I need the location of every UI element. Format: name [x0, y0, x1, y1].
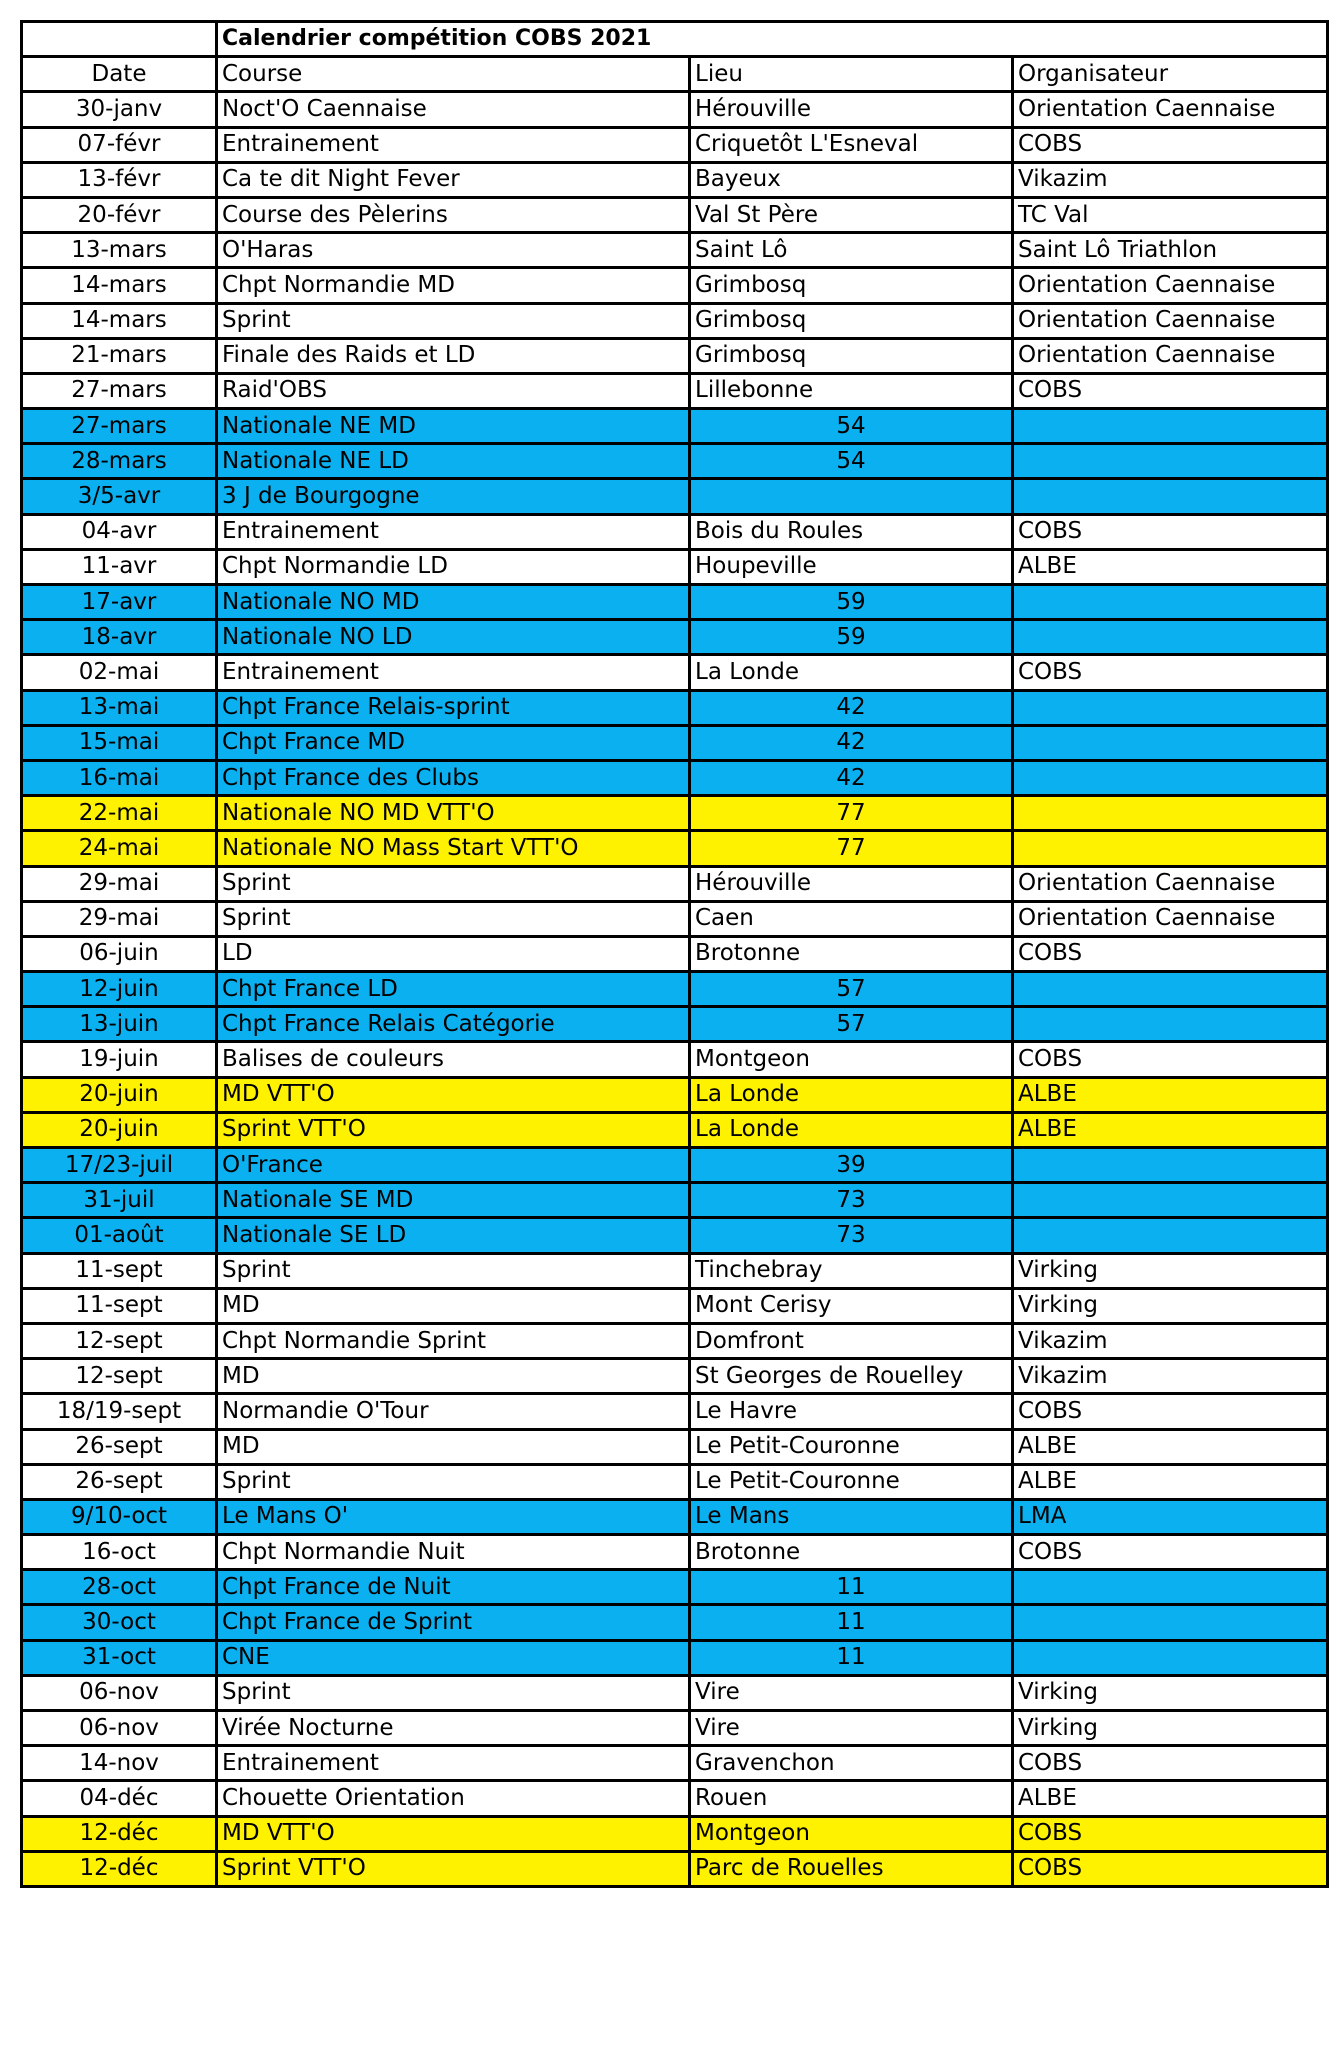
cell-lieu: 59 [690, 585, 1013, 620]
cell-course: Finale des Raids et LD [217, 338, 690, 373]
cell-organisateur: COBS [1013, 936, 1328, 971]
cell-lieu: 42 [690, 760, 1013, 795]
cell-date: 12-sept [22, 1323, 217, 1358]
cell-date: 02-mai [22, 655, 217, 690]
cell-course: MD VTT'O [217, 1816, 690, 1851]
cell-lieu: Criquetôt L'Esneval [690, 127, 1013, 162]
cell-organisateur: TC Val [1013, 197, 1328, 232]
cell-date: 12-juin [22, 972, 217, 1007]
cell-organisateur [1013, 725, 1328, 760]
table-row [22, 1323, 1328, 1358]
cell-lieu: Gravenchon [690, 1746, 1013, 1781]
cell-lieu: 11 [690, 1640, 1013, 1675]
cell-lieu: Montgeon [690, 1042, 1013, 1077]
cell-organisateur: Saint Lô Triathlon [1013, 233, 1328, 268]
table-row [22, 1288, 1328, 1323]
table-row [22, 866, 1328, 901]
cell-course: Sprint [217, 303, 690, 338]
table-row [22, 1429, 1328, 1464]
table-row [22, 409, 1328, 444]
table-row [22, 162, 1328, 197]
cell-course: LD [217, 936, 690, 971]
cell-lieu: La Londe [690, 1077, 1013, 1112]
cell-date: 28-oct [22, 1570, 217, 1605]
table-row [22, 479, 1328, 514]
cell-organisateur [1013, 585, 1328, 620]
cell-course: Virée Nocturne [217, 1711, 690, 1746]
cell-organisateur [1013, 1570, 1328, 1605]
cell-lieu: 73 [690, 1218, 1013, 1253]
cell-lieu: Le Petit-Couronne [690, 1429, 1013, 1464]
cell-organisateur: Orientation Caennaise [1013, 866, 1328, 901]
table-row [22, 1007, 1328, 1042]
cell-organisateur [1013, 972, 1328, 1007]
cell-course: Sprint [217, 901, 690, 936]
cell-lieu: Hérouville [690, 92, 1013, 127]
cell-organisateur: COBS [1013, 655, 1328, 690]
cell-organisateur [1013, 409, 1328, 444]
cell-lieu: Le Mans [690, 1499, 1013, 1534]
table-row [22, 1394, 1328, 1429]
cell-date: 18/19-sept [22, 1394, 217, 1429]
cell-course: Nationale NO LD [217, 620, 690, 655]
cell-date: 3/5-avr [22, 479, 217, 514]
cell-course: Chpt Normandie Sprint [217, 1323, 690, 1358]
cell-date: 22-mai [22, 796, 217, 831]
table-row [22, 585, 1328, 620]
cell-date: 30-oct [22, 1605, 217, 1640]
cell-course: Nationale NO MD VTT'O [217, 796, 690, 831]
table-row [22, 655, 1328, 690]
table-row [22, 1112, 1328, 1147]
cell-lieu: Brotonne [690, 936, 1013, 971]
table-row [22, 1253, 1328, 1288]
cell-lieu: Vire [690, 1675, 1013, 1710]
cell-lieu: 54 [690, 444, 1013, 479]
cell-course: Nationale NO MD [217, 585, 690, 620]
cell-course: Normandie O'Tour [217, 1394, 690, 1429]
cell-organisateur [1013, 620, 1328, 655]
cell-date: 04-avr [22, 514, 217, 549]
cell-course: Sprint [217, 866, 690, 901]
cell-date: 13-juin [22, 1007, 217, 1042]
cell-lieu: 54 [690, 409, 1013, 444]
table-row [22, 1605, 1328, 1640]
cell-lieu: 57 [690, 972, 1013, 1007]
header-lieu: Lieu [690, 57, 1013, 92]
cell-date: 13-mai [22, 690, 217, 725]
cell-date: 04-déc [22, 1781, 217, 1816]
cell-lieu: Houpeville [690, 549, 1013, 584]
cell-lieu: 77 [690, 831, 1013, 866]
cell-organisateur [1013, 831, 1328, 866]
cell-organisateur [1013, 1640, 1328, 1675]
cell-organisateur: Orientation Caennaise [1013, 901, 1328, 936]
header-date: Date [22, 57, 217, 92]
cell-lieu: 57 [690, 1007, 1013, 1042]
cell-organisateur [1013, 1183, 1328, 1218]
cell-organisateur: Orientation Caennaise [1013, 338, 1328, 373]
cell-course: Chpt France LD [217, 972, 690, 1007]
cell-lieu: La Londe [690, 1112, 1013, 1147]
cell-lieu: 11 [690, 1570, 1013, 1605]
cell-organisateur: COBS [1013, 1535, 1328, 1570]
cell-lieu: Parc de Rouelles [690, 1851, 1013, 1886]
cell-date: 13-mars [22, 233, 217, 268]
cell-lieu: Bayeux [690, 162, 1013, 197]
table-row [22, 1148, 1328, 1183]
table-row [22, 796, 1328, 831]
cell-lieu: Brotonne [690, 1535, 1013, 1570]
cell-course: Sprint [217, 1675, 690, 1710]
cell-lieu: Hérouville [690, 866, 1013, 901]
cell-course: Chpt France des Clubs [217, 760, 690, 795]
cell-course: Sprint [217, 1253, 690, 1288]
cell-date: 20-févr [22, 197, 217, 232]
cell-organisateur: Virking [1013, 1288, 1328, 1323]
table-row [22, 901, 1328, 936]
cell-course: Chpt France de Sprint [217, 1605, 690, 1640]
cell-lieu: 59 [690, 620, 1013, 655]
cell-course: Nationale SE LD [217, 1218, 690, 1253]
cell-date: 29-mai [22, 866, 217, 901]
cell-organisateur: Virking [1013, 1675, 1328, 1710]
cell-date: 9/10-oct [22, 1499, 217, 1534]
cell-date: 06-juin [22, 936, 217, 971]
cell-date: 26-sept [22, 1464, 217, 1499]
cell-course: Entrainement [217, 1746, 690, 1781]
cell-date: 12-déc [22, 1816, 217, 1851]
table-row [22, 620, 1328, 655]
table-row [22, 268, 1328, 303]
table-row [22, 233, 1328, 268]
table-row [22, 760, 1328, 795]
table-row [22, 1640, 1328, 1675]
table-row [22, 936, 1328, 971]
cell-lieu: 77 [690, 796, 1013, 831]
cell-date: 18-avr [22, 620, 217, 655]
cell-lieu: 11 [690, 1605, 1013, 1640]
sheet-title: Calendrier compétition COBS 2021 [217, 22, 1328, 57]
cell-course: Entrainement [217, 127, 690, 162]
cell-course: Chouette Orientation [217, 1781, 690, 1816]
cell-course: MD [217, 1288, 690, 1323]
cell-organisateur: COBS [1013, 1394, 1328, 1429]
cell-course: Le Mans O' [217, 1499, 690, 1534]
cell-course: CNE [217, 1640, 690, 1675]
cell-lieu: Val St Père [690, 197, 1013, 232]
cell-date: 11-sept [22, 1253, 217, 1288]
cell-date: 14-mars [22, 268, 217, 303]
cell-organisateur [1013, 760, 1328, 795]
cell-lieu: Le Havre [690, 1394, 1013, 1429]
cell-lieu: Grimbosq [690, 268, 1013, 303]
cell-date: 28-mars [22, 444, 217, 479]
cell-date: 16-oct [22, 1535, 217, 1570]
cell-organisateur: Orientation Caennaise [1013, 268, 1328, 303]
table-row [22, 1570, 1328, 1605]
table-row [22, 1359, 1328, 1394]
cell-lieu: 39 [690, 1148, 1013, 1183]
cell-organisateur [1013, 1007, 1328, 1042]
table-row [22, 690, 1328, 725]
table-row [22, 1535, 1328, 1570]
table-row [22, 373, 1328, 408]
cell-date: 14-mars [22, 303, 217, 338]
cell-date: 26-sept [22, 1429, 217, 1464]
cell-organisateur: COBS [1013, 127, 1328, 162]
cell-lieu [690, 479, 1013, 514]
cell-course: Balises de couleurs [217, 1042, 690, 1077]
cell-date: 16-mai [22, 760, 217, 795]
cell-course: Chpt France MD [217, 725, 690, 760]
header-course: Course [217, 57, 690, 92]
table-row [22, 338, 1328, 373]
cell-organisateur: ALBE [1013, 1464, 1328, 1499]
cell-lieu: Vire [690, 1711, 1013, 1746]
cell-course: Chpt Normandie Nuit [217, 1535, 690, 1570]
cell-course: Chpt Normandie MD [217, 268, 690, 303]
cell-organisateur: Vikazim [1013, 162, 1328, 197]
cell-lieu: Rouen [690, 1781, 1013, 1816]
cell-date: 31-oct [22, 1640, 217, 1675]
cell-lieu: Montgeon [690, 1816, 1013, 1851]
cell-date: 30-janv [22, 92, 217, 127]
cell-organisateur: COBS [1013, 373, 1328, 408]
cell-lieu: 42 [690, 725, 1013, 760]
cell-date: 27-mars [22, 409, 217, 444]
cell-lieu: La Londe [690, 655, 1013, 690]
table-row [22, 444, 1328, 479]
table-row [22, 197, 1328, 232]
cell-date: 14-nov [22, 1746, 217, 1781]
cell-organisateur: ALBE [1013, 1429, 1328, 1464]
cell-date: 15-mai [22, 725, 217, 760]
title-spacer-cell [22, 22, 217, 57]
cell-organisateur: COBS [1013, 1816, 1328, 1851]
cell-course: Nationale NE MD [217, 409, 690, 444]
table-row [22, 1183, 1328, 1218]
table-row [22, 831, 1328, 866]
table-row [22, 1816, 1328, 1851]
cell-course: Sprint [217, 1464, 690, 1499]
cell-course: Chpt France Relais Catégorie [217, 1007, 690, 1042]
table-row [22, 1675, 1328, 1710]
cell-course: Nationale NE LD [217, 444, 690, 479]
cell-course: Nationale NO Mass Start VTT'O [217, 831, 690, 866]
table-row [22, 92, 1328, 127]
table-row [22, 303, 1328, 338]
table-row [22, 1218, 1328, 1253]
cell-date: 06-nov [22, 1675, 217, 1710]
cell-date: 21-mars [22, 338, 217, 373]
cell-organisateur: COBS [1013, 1746, 1328, 1781]
cell-course: Chpt Normandie LD [217, 549, 690, 584]
cell-course: Entrainement [217, 514, 690, 549]
table-row [22, 725, 1328, 760]
cell-course: O'Haras [217, 233, 690, 268]
cell-course: Noct'O Caennaise [217, 92, 690, 127]
cell-lieu: Saint Lô [690, 233, 1013, 268]
table-row [22, 1499, 1328, 1534]
cell-lieu: Grimbosq [690, 338, 1013, 373]
cell-course: Chpt France de Nuit [217, 1570, 690, 1605]
competition-calendar-table [20, 20, 1329, 1888]
cell-date: 24-mai [22, 831, 217, 866]
table-row [22, 1711, 1328, 1746]
table-row [22, 1077, 1328, 1112]
cell-organisateur [1013, 690, 1328, 725]
cell-organisateur: COBS [1013, 1851, 1328, 1886]
cell-lieu: Caen [690, 901, 1013, 936]
cell-organisateur [1013, 479, 1328, 514]
cell-organisateur [1013, 444, 1328, 479]
header-row [22, 57, 1328, 92]
cell-course: Sprint VTT'O [217, 1851, 690, 1886]
cell-lieu: Bois du Roules [690, 514, 1013, 549]
cell-organisateur: ALBE [1013, 1112, 1328, 1147]
table-row [22, 1464, 1328, 1499]
table-row [22, 1042, 1328, 1077]
cell-date: 31-juil [22, 1183, 217, 1218]
table-row [22, 1851, 1328, 1886]
cell-organisateur: ALBE [1013, 549, 1328, 584]
table-row [22, 972, 1328, 1007]
header-organisateur: Organisateur [1013, 57, 1328, 92]
cell-lieu: 73 [690, 1183, 1013, 1218]
cell-date: 07-févr [22, 127, 217, 162]
cell-course: 3 J de Bourgogne [217, 479, 690, 514]
cell-date: 01-août [22, 1218, 217, 1253]
cell-lieu: Grimbosq [690, 303, 1013, 338]
cell-organisateur: Virking [1013, 1253, 1328, 1288]
cell-organisateur [1013, 1148, 1328, 1183]
cell-organisateur: Orientation Caennaise [1013, 303, 1328, 338]
cell-date: 20-juin [22, 1077, 217, 1112]
cell-date: 12-déc [22, 1851, 217, 1886]
cell-date: 11-sept [22, 1288, 217, 1323]
cell-date: 17-avr [22, 585, 217, 620]
table-row [22, 1746, 1328, 1781]
cell-date: 12-sept [22, 1359, 217, 1394]
cell-course: Nationale SE MD [217, 1183, 690, 1218]
cell-course: O'France [217, 1148, 690, 1183]
cell-course: MD [217, 1429, 690, 1464]
cell-organisateur [1013, 1218, 1328, 1253]
cell-course: MD [217, 1359, 690, 1394]
cell-date: 27-mars [22, 373, 217, 408]
cell-organisateur: COBS [1013, 1042, 1328, 1077]
cell-lieu: Le Petit-Couronne [690, 1464, 1013, 1499]
table-row [22, 514, 1328, 549]
cell-course: Chpt France Relais-sprint [217, 690, 690, 725]
cell-organisateur [1013, 1605, 1328, 1640]
title-row [22, 22, 1328, 57]
cell-course: Entrainement [217, 655, 690, 690]
table-row [22, 127, 1328, 162]
cell-date: 11-avr [22, 549, 217, 584]
cell-organisateur: Vikazim [1013, 1359, 1328, 1394]
cell-organisateur: COBS [1013, 514, 1328, 549]
cell-course: MD VTT'O [217, 1077, 690, 1112]
cell-lieu: Tinchebray [690, 1253, 1013, 1288]
cell-date: 17/23-juil [22, 1148, 217, 1183]
cell-date: 13-févr [22, 162, 217, 197]
table-row [22, 549, 1328, 584]
cell-course: Sprint VTT'O [217, 1112, 690, 1147]
table-row [22, 1781, 1328, 1816]
cell-organisateur: Vikazim [1013, 1323, 1328, 1358]
cell-organisateur [1013, 796, 1328, 831]
cell-organisateur: ALBE [1013, 1781, 1328, 1816]
cell-date: 29-mai [22, 901, 217, 936]
cell-lieu: Domfront [690, 1323, 1013, 1358]
cell-lieu: 42 [690, 690, 1013, 725]
cell-organisateur: Orientation Caennaise [1013, 92, 1328, 127]
cell-course: Raid'OBS [217, 373, 690, 408]
cell-course: Course des Pèlerins [217, 197, 690, 232]
cell-date: 20-juin [22, 1112, 217, 1147]
cell-organisateur: ALBE [1013, 1077, 1328, 1112]
cell-lieu: Lillebonne [690, 373, 1013, 408]
cell-lieu: St Georges de Rouelley [690, 1359, 1013, 1394]
cell-organisateur: Virking [1013, 1711, 1328, 1746]
cell-organisateur: LMA [1013, 1499, 1328, 1534]
cell-lieu: Mont Cerisy [690, 1288, 1013, 1323]
cell-date: 19-juin [22, 1042, 217, 1077]
cell-date: 06-nov [22, 1711, 217, 1746]
cell-course: Ca te dit Night Fever [217, 162, 690, 197]
